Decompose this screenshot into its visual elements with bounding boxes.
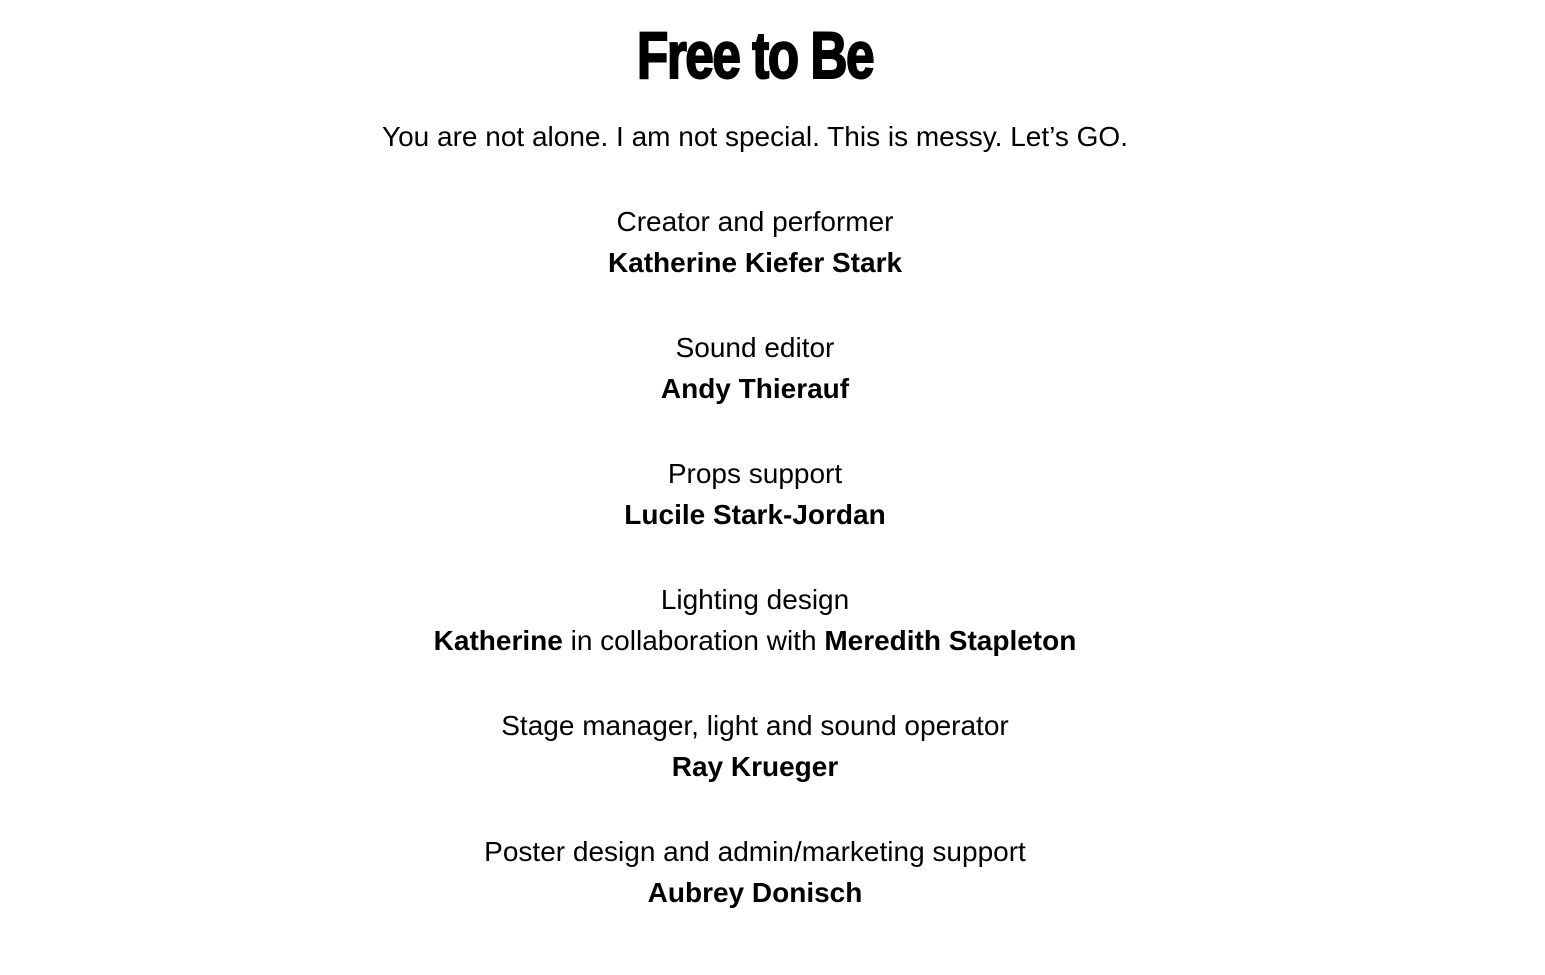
credit-block-poster-design	[0, 831, 1510, 913]
credit-role: Poster design and admin/marketing support	[484, 836, 1026, 867]
credit-block-sound-editor	[0, 327, 1510, 409]
credit-name: Lucile Stark-Jordan	[624, 499, 886, 530]
credit-block-props-support	[0, 453, 1510, 535]
credit-name-collaboration	[0, 620, 1510, 661]
credit-name: Katherine Kiefer Stark	[607, 247, 903, 278]
credit-role: Props support	[667, 458, 843, 489]
credit-name: Andy Thierauf	[660, 373, 850, 404]
credit-name: Ray Krueger	[671, 751, 839, 782]
credit-name: Aubrey Donisch	[647, 877, 863, 908]
tagline: You are not alone. I am not special. This is messy. Let’s GO.	[381, 121, 1128, 152]
credit-role: Creator and performer	[616, 206, 894, 237]
credit-role: Lighting design	[660, 584, 850, 615]
credit-block-stage-manager	[0, 705, 1510, 787]
credit-connector: in collaboration with	[562, 625, 825, 656]
credit-name-primary: Katherine	[433, 625, 563, 656]
credit-block-lighting-design	[0, 579, 1510, 661]
credit-name-secondary: Meredith Stapleton	[824, 625, 1077, 656]
page-title: Free to Be	[636, 18, 874, 92]
credit-role: Stage manager, light and sound operator	[501, 710, 1009, 741]
credit-role: Sound editor	[675, 332, 835, 363]
credit-block-creator	[0, 201, 1510, 283]
